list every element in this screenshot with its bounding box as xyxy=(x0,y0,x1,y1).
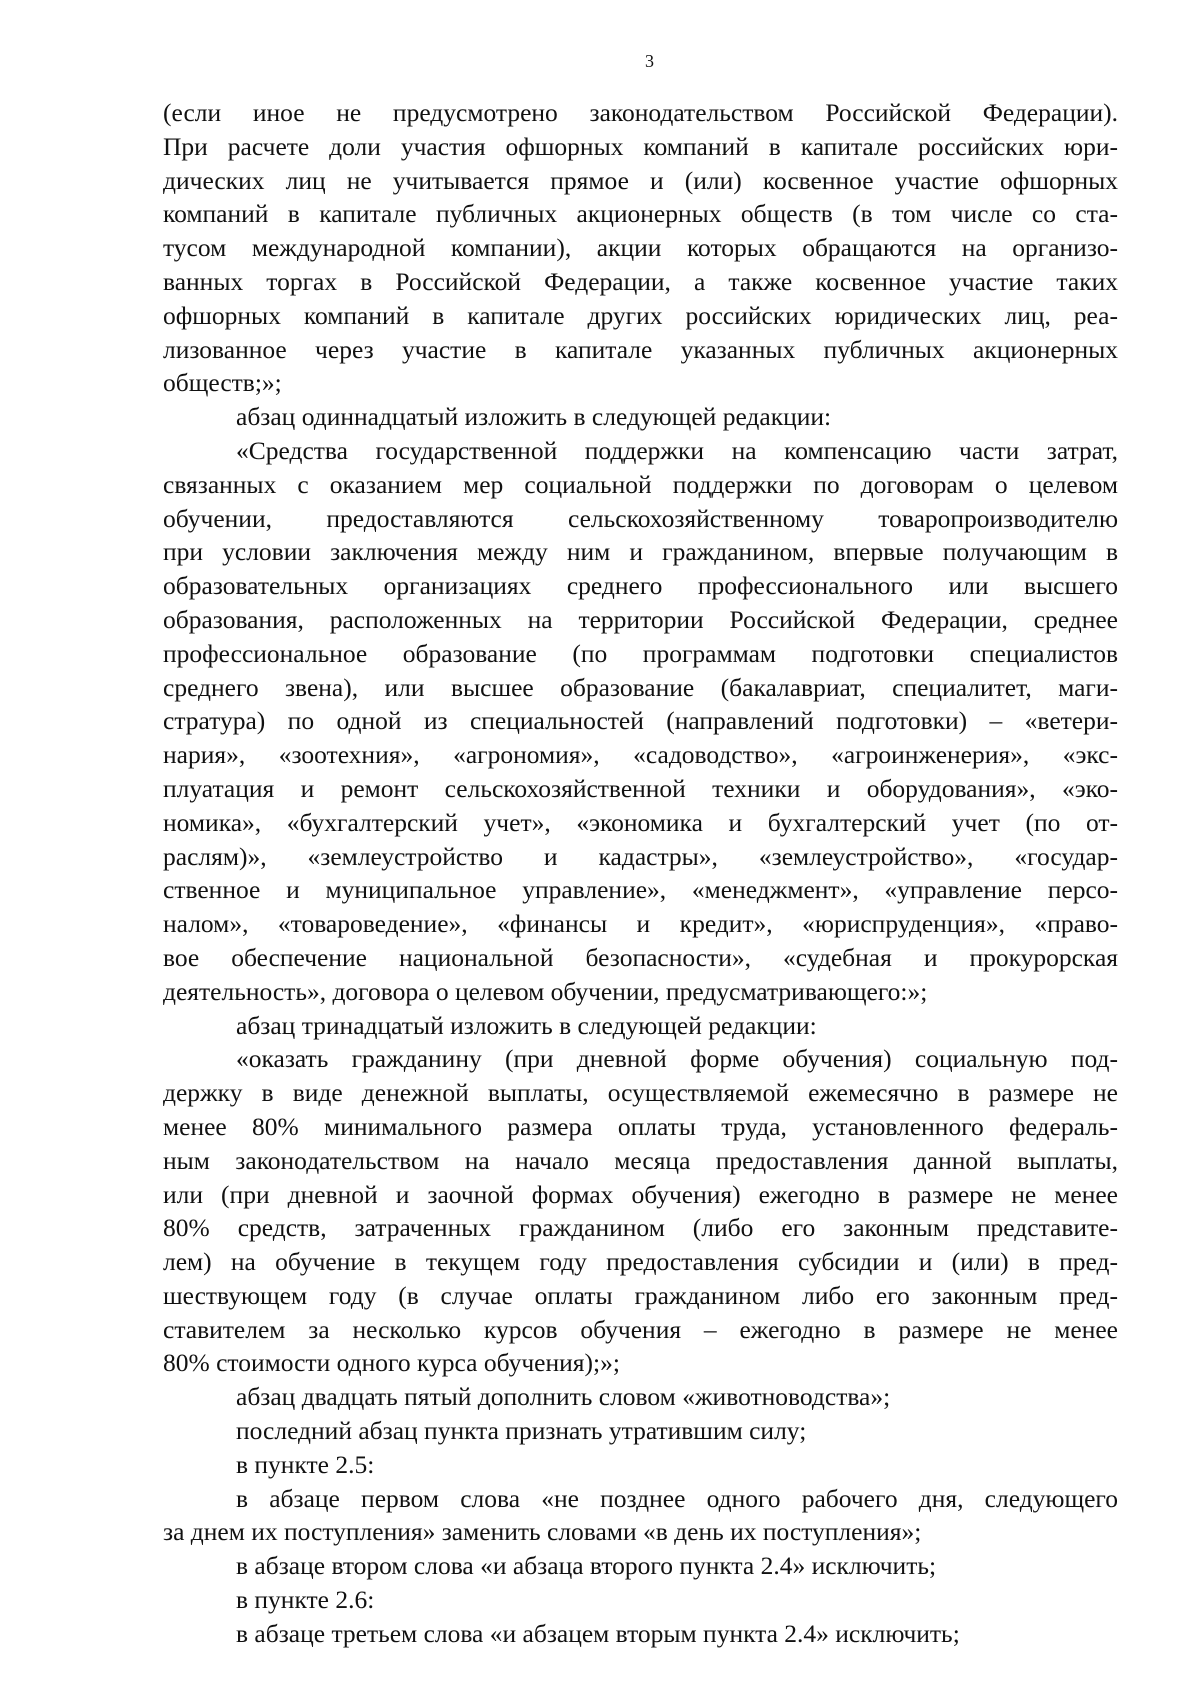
text-line: дических лиц не учитывается прямое и (или) косвенное участие офшорных xyxy=(163,165,1118,195)
text-line: в пункте 2.6: xyxy=(236,1585,375,1615)
text-line: среднего звена), или высшее образование (бакалавриат, специалитет, маги- xyxy=(163,672,1118,702)
text-line: компаний в капитале публичных акционерных обществ (в том числе со ста- xyxy=(163,199,1118,229)
text-line: профессиональное образование (по программам подготовки специалистов xyxy=(163,638,1118,668)
text-line: за днем их поступления» заменить словами «в день их поступления»; xyxy=(163,1517,922,1547)
page-number: 3 xyxy=(645,51,654,71)
text-line: абзац двадцать пятый дополнить словом «животноводства»; xyxy=(236,1382,891,1412)
text-line: в абзаце третьем слова «и абзацем вторым пункта 2.4» исключить; xyxy=(236,1618,960,1648)
text-line: «Средства государственной поддержки на компенсацию части затрат, xyxy=(236,435,1118,465)
text-line: ванных торгах в Российской Федерации, а также косвенное участие таких xyxy=(163,266,1118,296)
text-line: 80% средств, затраченных гражданином (либо его законным представите- xyxy=(163,1213,1118,1243)
text-line: держку в виде денежной выплаты, осуществляемой ежемесячно в размере не xyxy=(163,1078,1118,1108)
text-line: «оказать гражданину (при дневной форме обучения) социальную под- xyxy=(236,1044,1118,1074)
text-line: стратура) по одной из специальностей (направлений подготовки) – «ветери- xyxy=(163,706,1118,736)
text-line: налом», «товароведение», «финансы и кредит», «юриспруденция», «право- xyxy=(163,909,1118,939)
text-line: или (при дневной и заочной формах обучения) ежегодно в размере не менее xyxy=(163,1179,1118,1209)
text-line: в пункте 2.5: xyxy=(236,1449,375,1479)
text-line: образования, расположенных на территории Российской Федерации, среднее xyxy=(163,604,1118,634)
text-line: плуатация и ремонт сельскохозяйственной техники и оборудования», «эко- xyxy=(163,773,1118,803)
text-line: раслям)», «землеустройство и кадастры», «землеустройство», «государ- xyxy=(163,841,1118,871)
text-line: лем) на обучение в текущем году предоставления субсидии и (или) в пред- xyxy=(163,1247,1118,1277)
document-body xyxy=(163,96,1118,1651)
text-line: (если иное не предусмотрено законодательством Российской Федерации). xyxy=(163,98,1118,127)
text-line: менее 80% минимального размера оплаты труда, установленного федераль- xyxy=(163,1111,1118,1141)
text-line: деятельность», договора о целевом обучении, предусматривающего:»; xyxy=(163,976,928,1006)
text-line: офшорных компаний в капитале других российских юридических лиц, реа- xyxy=(163,300,1118,330)
text-line: 80% стоимости одного курса обучения);»; xyxy=(163,1348,620,1378)
text-line: абзац одиннадцатый изложить в следующей редакции: xyxy=(236,402,832,432)
text-line: ственное и муниципальное управление», «менеджмент», «управление персо- xyxy=(163,875,1118,905)
text-line: номика», «бухгалтерский учет», «экономика и бухгалтерский учет (по от- xyxy=(163,807,1118,837)
text-line: связанных с оказанием мер социальной поддержки по договорам о целевом xyxy=(163,469,1118,499)
text-line: вое обеспечение национальной безопасности», «судебная и прокурорская xyxy=(163,942,1118,972)
text-line: в абзаце втором слова «и абзаца второго пункта 2.4» исключить; xyxy=(236,1551,937,1581)
text-line: нария», «зоотехния», «агрономия», «садоводство», «агроинженерия», «экс- xyxy=(163,740,1118,770)
text-line: абзац тринадцатый изложить в следующей редакции: xyxy=(236,1010,817,1040)
text-line: тусом международной компании), акции которых обращаются на организо- xyxy=(163,233,1118,263)
text-line: При расчете доли участия офшорных компаний в капитале российских юри- xyxy=(163,131,1118,161)
text-line: ставителем за несколько курсов обучения – ежегодно в размере не менее xyxy=(163,1314,1118,1344)
text-line: лизованное через участие в капитале указанных публичных акционерных xyxy=(163,334,1118,364)
text-line: в абзаце первом слова «не позднее одного рабочего дня, следующего xyxy=(236,1483,1118,1513)
text-line: последний абзац пункта признать утратившим силу; xyxy=(236,1416,807,1446)
text-line: обществ;»; xyxy=(163,368,282,398)
text-line: ным законодательством на начало месяца предоставления данной выплаты, xyxy=(163,1145,1118,1175)
text-line: обучении, предоставляются сельскохозяйственному товаропроизводителю xyxy=(163,503,1118,533)
text-line: образовательных организациях среднего профессионального или высшего xyxy=(163,571,1118,601)
text-line: при условии заключения между ним и гражданином, впервые получающим в xyxy=(163,537,1118,567)
text-line: шествующем году (в случае оплаты гражданином либо его законным пред- xyxy=(163,1280,1118,1310)
